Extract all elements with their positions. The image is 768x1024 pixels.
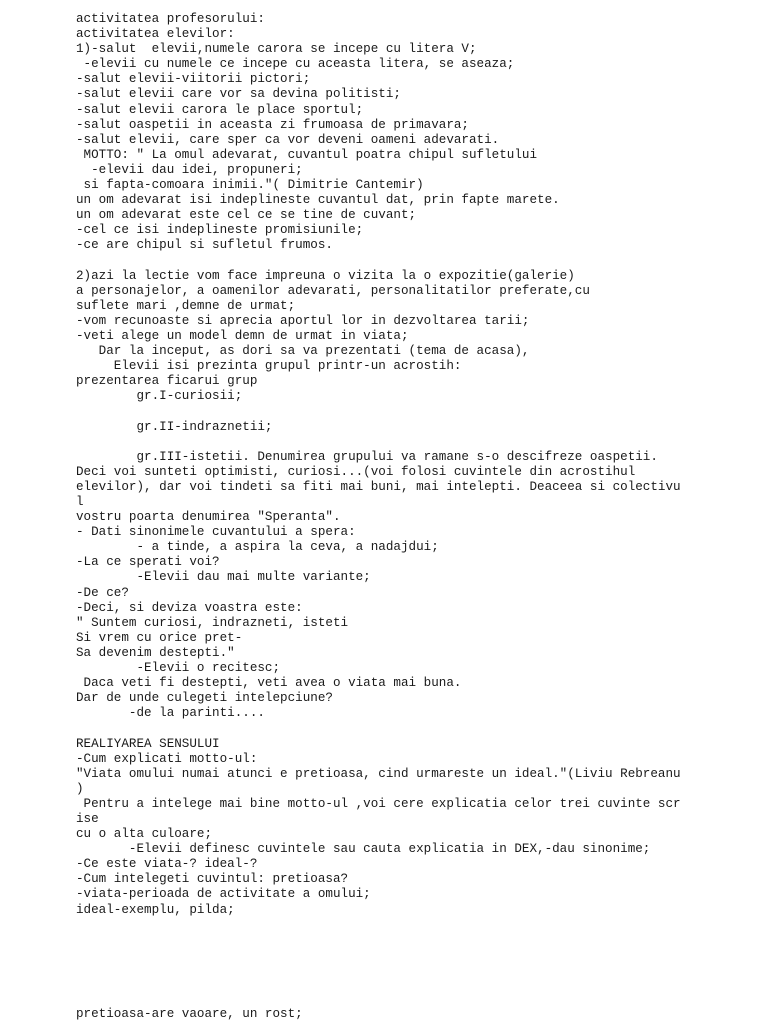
blank-line: [76, 721, 756, 736]
text-line: 2)azi la lectie vom face impreuna o vizita la o expozitie(galerie): [76, 268, 575, 283]
text-line: -Cum intelegeti cuvintul: pretioasa?: [76, 872, 349, 887]
text-line: ideal-exemplu, pilda;: [76, 902, 235, 917]
text-line: Sa devenim destepti.": [76, 645, 235, 660]
text-line: -salut elevii care vor sa devina politisti;: [76, 87, 401, 102]
text-line: -Elevii definesc cuvintele sau cauta explicatia in DEX,-dau sinonime;: [76, 842, 651, 857]
text-line: un om adevarat este cel ce se tine de cuvant;: [76, 208, 417, 223]
blank-line: [76, 435, 756, 450]
text-line: activitatea elevilor:: [76, 27, 235, 42]
text-line: -de la parinti....: [76, 706, 265, 721]
text-line: -salut elevii-viitorii pictori;: [76, 72, 311, 87]
blank-line: [76, 404, 756, 419]
text-line: ): [76, 781, 84, 796]
text-line: -Cum explicati motto-ul:: [76, 751, 258, 766]
text-line: -Elevii dau mai multe variante;: [76, 570, 371, 585]
text-line: cu o alta culoare;: [76, 827, 213, 842]
text-line: -Ce este viata-? ideal-?: [76, 857, 258, 872]
text-line: Deci voi sunteti optimisti, curiosi...(voi folosi cuvintele din acrostihul: [76, 464, 636, 479]
text-line: "Viata omului numai atunci e pretioasa, cind urmareste un ideal."(Liviu Rebreanu: [76, 766, 681, 781]
text-line: l: [76, 495, 84, 509]
text-line: -Deci, si deviza voastra este:: [76, 600, 303, 615]
text-line: -viata-perioada de activitate a omului;: [76, 887, 371, 902]
text-line: Pentru a intelege mai bine motto-ul ,voi cere explicatia celor trei cuvinte scr: [76, 796, 681, 811]
text-line: un om adevarat isi indeplineste cuvantul dat, prin fapte marete.: [76, 193, 560, 208]
text-line: gr.III-istetii. Denumirea grupului va ramane s-o descifreze oaspetii.: [76, 449, 658, 464]
text-line: - Dati sinonimele cuvantului a spera:: [76, 525, 356, 540]
text-line: -cel ce isi indeplineste promisiunile;: [76, 223, 364, 238]
text-line: -ce are chipul si sufletul frumos.: [76, 238, 333, 253]
text-line: 1)-salut elevii,numele carora se incepe cu litera V;: [76, 42, 477, 57]
document-tail-line: pretioasa-are vaoare, un rost;: [76, 1007, 303, 1021]
document-body: [76, 12, 756, 918]
text-line: Daca veti fi destepti, veti avea o viata mai buna.: [76, 676, 462, 691]
text-line: prezentarea ficarui grup: [76, 374, 258, 389]
text-line: vostru poarta denumirea "Speranta".: [76, 510, 341, 525]
text-line: ise: [76, 811, 99, 826]
text-line: Si vrem cu orice pret-: [76, 630, 243, 645]
text-line: -La ce sperati voi?: [76, 555, 220, 570]
text-line: -De ce?: [76, 585, 129, 600]
text-line: elevilor), dar voi tindeti sa fiti mai buni, mai intelepti. Deaceea si colectivu: [76, 479, 681, 494]
text-line: - a tinde, a aspira la ceva, a nadajdui;: [76, 540, 439, 555]
text-line: activitatea profesorului:: [76, 12, 265, 26]
text-line: -salut oaspetii in aceasta zi frumoasa de primavara;: [76, 117, 469, 132]
text-line: a personajelor, a oamenilor adevarati, personalitatilor preferate,cu: [76, 283, 590, 298]
text-line: -Elevii o recitesc;: [76, 661, 281, 676]
text-line: Dar la inceput, as dori sa va prezentati (tema de acasa),: [76, 344, 530, 359]
text-line: gr.I-curiosii;: [76, 389, 243, 404]
text-line: -salut elevii, care sper ca vor deveni oameni adevarati.: [76, 132, 500, 147]
text-line: -vom recunoaste si aprecia aportul lor in dezvoltarea tarii;: [76, 313, 530, 328]
text-line: -elevii dau idei, propuneri;: [76, 162, 303, 177]
text-line: MOTTO: " La omul adevarat, cuvantul poatra chipul sufletului: [76, 147, 538, 162]
text-line: gr.II-indraznetii;: [76, 419, 273, 434]
text-line: si fapta-comoara inimii."( Dimitrie Cantemir): [76, 178, 424, 193]
text-line: -veti alege un model demn de urmat in viata;: [76, 328, 409, 343]
text-line: " Suntem curiosi, indrazneti, isteti: [76, 615, 349, 630]
text-line: -salut elevii carora le place sportul;: [76, 102, 364, 117]
blank-line: [76, 254, 756, 269]
text-line: Dar de unde culegeti intelepciune?: [76, 691, 333, 706]
text-line: Elevii isi prezinta grupul printr-un acrostih:: [76, 359, 462, 374]
text-line: REALIYAREA SENSULUI: [76, 736, 220, 751]
text-line: suflete mari ,demne de urmat;: [76, 298, 296, 313]
text-line: -elevii cu numele ce incepe cu aceasta litera, se aseaza;: [76, 57, 515, 72]
